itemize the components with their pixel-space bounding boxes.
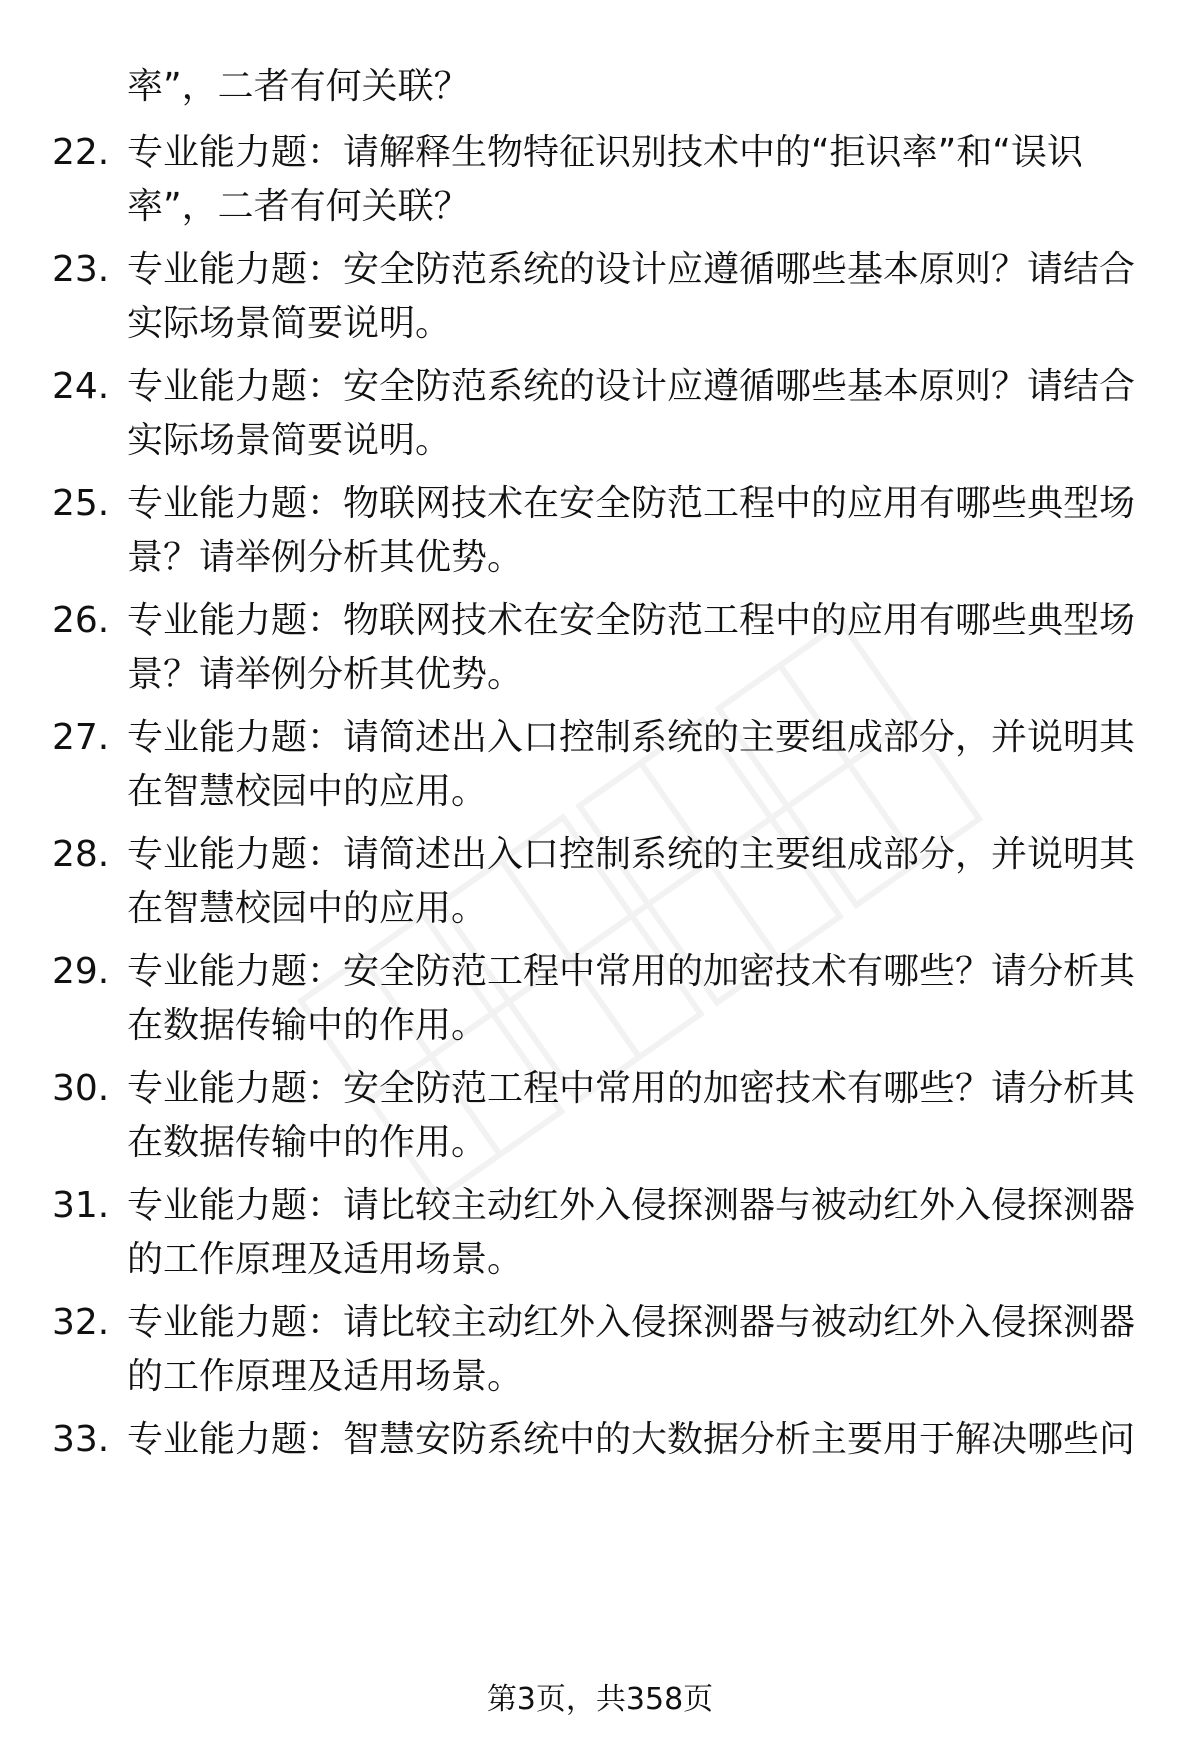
question-line: 景？请举例分析其优势。 (127, 537, 524, 578)
question-line: 专业能力题：物联网技术在安全防范工程中的应用有哪些典型场 (127, 600, 1136, 641)
question-line: 专业能力题：智慧安防系统中的大数据分析主要用于解决哪些问 (127, 1419, 1136, 1460)
question-text (127, 477, 1137, 585)
question-number: 22. (52, 132, 110, 173)
question-number: 32. (52, 1302, 110, 1343)
question-number: 29. (52, 951, 110, 992)
question-line: 专业能力题：请比较主动红外入侵探测器与被动红外入侵探测器 (127, 1185, 1136, 1226)
question-line: 的工作原理及适用场景。 (127, 1356, 524, 1397)
question-item (0, 1062, 1200, 1170)
question-item (0, 1296, 1200, 1404)
question-item (0, 711, 1200, 819)
question-line: 实际场景简要说明。 (127, 420, 452, 461)
continuation-line: 率”，二者有何关联？ (127, 66, 470, 107)
question-text (127, 243, 1137, 351)
question-item (0, 243, 1200, 351)
question-number: 33. (52, 1419, 110, 1460)
question-line: 专业能力题：安全防范系统的设计应遵循哪些基本原则？请结合 (127, 249, 1136, 290)
question-item (0, 477, 1200, 585)
question-line: 的工作原理及适用场景。 (127, 1239, 524, 1280)
question-number: 31. (52, 1185, 110, 1226)
question-text (127, 1296, 1137, 1404)
question-number: 27. (52, 717, 110, 758)
question-text (127, 945, 1137, 1053)
question-text (127, 1179, 1137, 1287)
question-text (127, 594, 1137, 702)
question-number: 23. (52, 249, 110, 290)
question-number: 28. (52, 834, 110, 875)
question-number: 25. (52, 483, 110, 524)
question-line: 在数据传输中的作用。 (127, 1005, 488, 1046)
question-item (0, 945, 1200, 1053)
question-line: 在智慧校园中的应用。 (127, 771, 488, 812)
question-line: 专业能力题：安全防范工程中常用的加密技术有哪些？请分析其 (127, 1068, 1136, 1109)
question-item (0, 360, 1200, 468)
question-item (0, 1179, 1200, 1287)
question-line: 专业能力题：请比较主动红外入侵探测器与被动红外入侵探测器 (127, 1302, 1136, 1343)
question-line: 率”，二者有何关联？ (127, 186, 470, 227)
question-text (127, 711, 1137, 819)
question-item (0, 594, 1200, 702)
question-item (0, 1413, 1200, 1521)
question-item (0, 126, 1200, 234)
page-footer: 第3页，共358页 (486, 1682, 714, 1717)
question-number: 26. (52, 600, 110, 641)
question-line: 在智慧校园中的应用。 (127, 888, 488, 929)
question-line: 专业能力题：物联网技术在安全防范工程中的应用有哪些典型场 (127, 483, 1136, 524)
question-text (127, 1413, 1137, 1467)
question-text (127, 126, 1137, 234)
question-line: 专业能力题：安全防范系统的设计应遵循哪些基本原则？请结合 (127, 366, 1136, 407)
question-number: 30. (52, 1068, 110, 1109)
question-line: 专业能力题：请简述出入口控制系统的主要组成部分，并说明其 (127, 717, 1136, 758)
question-text (127, 1062, 1137, 1170)
question-line: 景？请举例分析其优势。 (127, 654, 524, 695)
question-line: 专业能力题：安全防范工程中常用的加密技术有哪些？请分析其 (127, 951, 1136, 992)
question-line: 实际场景简要说明。 (127, 303, 452, 344)
question-text (127, 828, 1137, 936)
question-line: 专业能力题：请解释生物特征识别技术中的“拒识率”和“误识 (127, 132, 1083, 173)
question-number: 24. (52, 366, 110, 407)
question-line: 专业能力题：请简述出入口控制系统的主要组成部分，并说明其 (127, 834, 1136, 875)
question-line: 在数据传输中的作用。 (127, 1122, 488, 1163)
question-item (0, 828, 1200, 936)
question-text (127, 360, 1137, 468)
